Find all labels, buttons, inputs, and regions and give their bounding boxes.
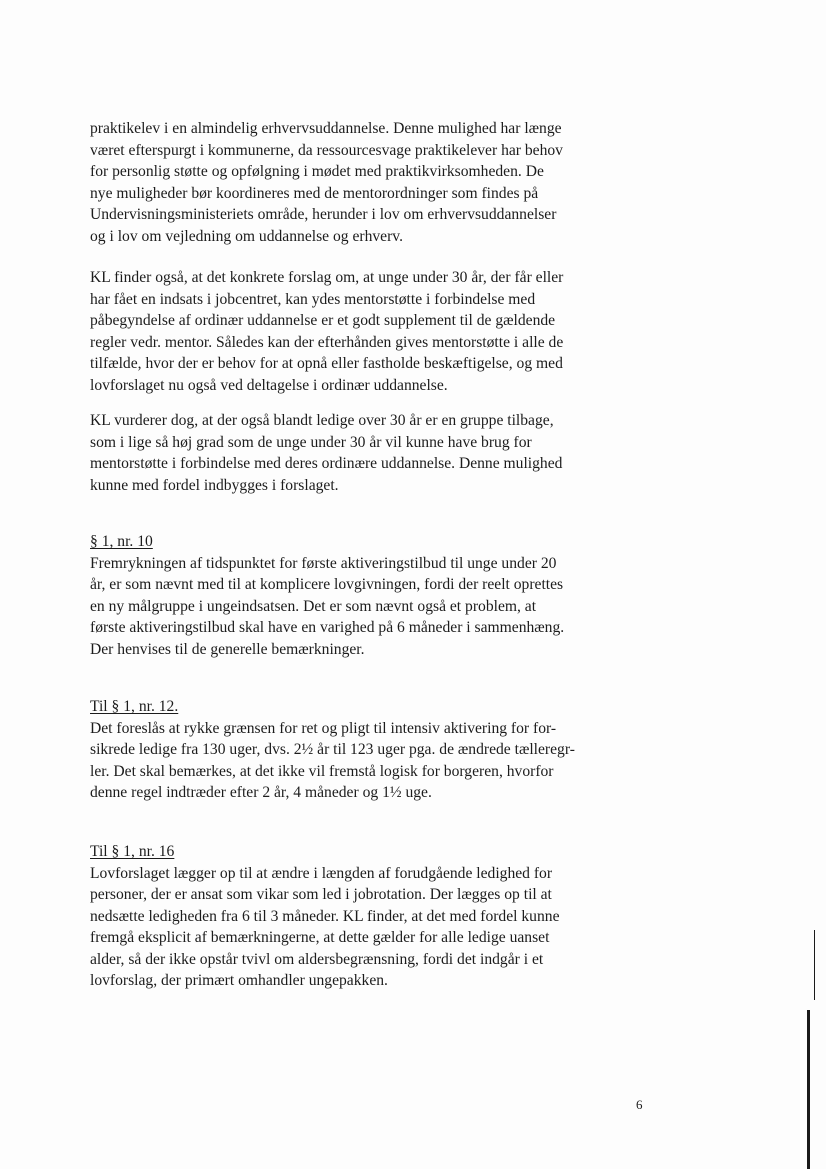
paragraph-mentor-support [90, 267, 620, 396]
section-1-nr-12 [90, 696, 620, 804]
paragraph-intro [90, 118, 620, 247]
text-line: sikrede ledige fra 130 uger, dvs. 2½ år til 123 uger pga. de ændrede tælleregr- [90, 741, 575, 758]
section-heading: Til § 1, nr. 12. [90, 698, 179, 715]
text-line: tilfælde, hvor der er behov for at opnå eller fastholde beskæftigelse, og med [90, 355, 563, 372]
section-heading: Til § 1, nr. 16 [90, 843, 175, 860]
text-line: mentorstøtte i forbindelse med deres ordinære uddannelse. Denne mulighed [90, 455, 563, 472]
text-line: lovforslag, der primært omhandler ungepakken. [90, 972, 388, 989]
section-1-nr-10 [90, 531, 620, 660]
text-line: Undervisningsministeriets område, herunder i lov om erhvervsuddannelser [90, 206, 557, 223]
text-line: nedsætte ledigheden fra 6 til 3 måneder. KL finder, at det med fordel kunne [90, 907, 560, 925]
text-line: denne regel indtræder efter 2 år, 4 måneder og 1½ uge. [90, 784, 432, 801]
text-line: år, er som nævnt med til at komplicere lovgivningen, fordi der reelt oprettes [90, 576, 564, 593]
text-line: første aktiveringstilbud skal have en varighed på 6 måneder i sammenhæng. [90, 619, 565, 636]
text-line: Lovforslaget lægger op til at ændre i længden af forudgående ledighed for [90, 864, 553, 882]
text-line: lovforslaget nu også ved deltagelse i ordinær uddannelse. [90, 376, 448, 394]
text-line: Det foreslås at rykke grænsen for ret og pligt til intensiv aktivering for for- [90, 719, 557, 737]
text-line: har fået en indsats i jobcentret, kan ydes mentorstøtte i forbindelse med [90, 290, 536, 308]
text-line: fremgå eksplicit af bemærkningerne, at dette gælder for alle ledige uanset [90, 929, 550, 946]
section-1-nr-16 [90, 841, 620, 992]
text-line: Der henvises til de generelle bemærkninger. [90, 640, 365, 658]
text-line: for personlig støtte og opfølgning i mødet med praktikvirksomheden. De [90, 163, 544, 180]
scan-edge-bar [807, 1010, 810, 1169]
text-line: KL vurderer dog, at der også blandt ledige over 30 år er en gruppe tilbage, [90, 412, 554, 429]
text-line: alder, så der ikke opstår tvivl om aldersbegrænsning, fordi det indgår i et [90, 950, 544, 968]
text-line: kunne med fordel indbygges i forslaget. [90, 476, 339, 494]
text-line: Fremrykningen af tidspunktet for første aktiveringstilbud til unge under 20 [90, 554, 557, 572]
text-line: nye muligheder bør koordineres med de mentorordninger som findes på [90, 184, 539, 202]
scan-edge-mark [814, 930, 815, 1000]
text-line: KL finder også, at det konkrete forslag om, at unge under 30 år, der får eller [90, 269, 564, 286]
section-heading: § 1, nr. 10 [90, 533, 153, 550]
page-number: 6 [636, 1097, 643, 1112]
text-line: ler. Det skal bemærkes, at det ikke vil fremstå logisk for borgeren, hvorfor [90, 762, 554, 780]
text-line: praktikelev i en almindelig erhvervsuddannelse. Denne mulighed har længe [90, 120, 562, 137]
text-line: som i lige så høj grad som de unge under 30 år vil kunne have brug for [90, 433, 532, 451]
text-line: regler vedr. mentor. Således kan der efterhånden gives mentorstøtte i alle de [90, 333, 564, 351]
text-line: og i lov om vejledning om uddannelse og erhverv. [90, 227, 403, 245]
paragraph-over-30 [90, 410, 620, 496]
text-line: en ny målgruppe i ungeindsatsen. Det er som nævnt også et problem, at [90, 597, 537, 615]
text-line: været efterspurgt i kommunerne, da ressourcesvage praktikelever har behov [90, 141, 563, 159]
text-line: personer, der er ansat som vikar som led i jobrotation. Der lægges op til at [90, 886, 552, 903]
text-line: påbegyndelse af ordinær uddannelse er et godt supplement til de gældende [90, 312, 556, 329]
